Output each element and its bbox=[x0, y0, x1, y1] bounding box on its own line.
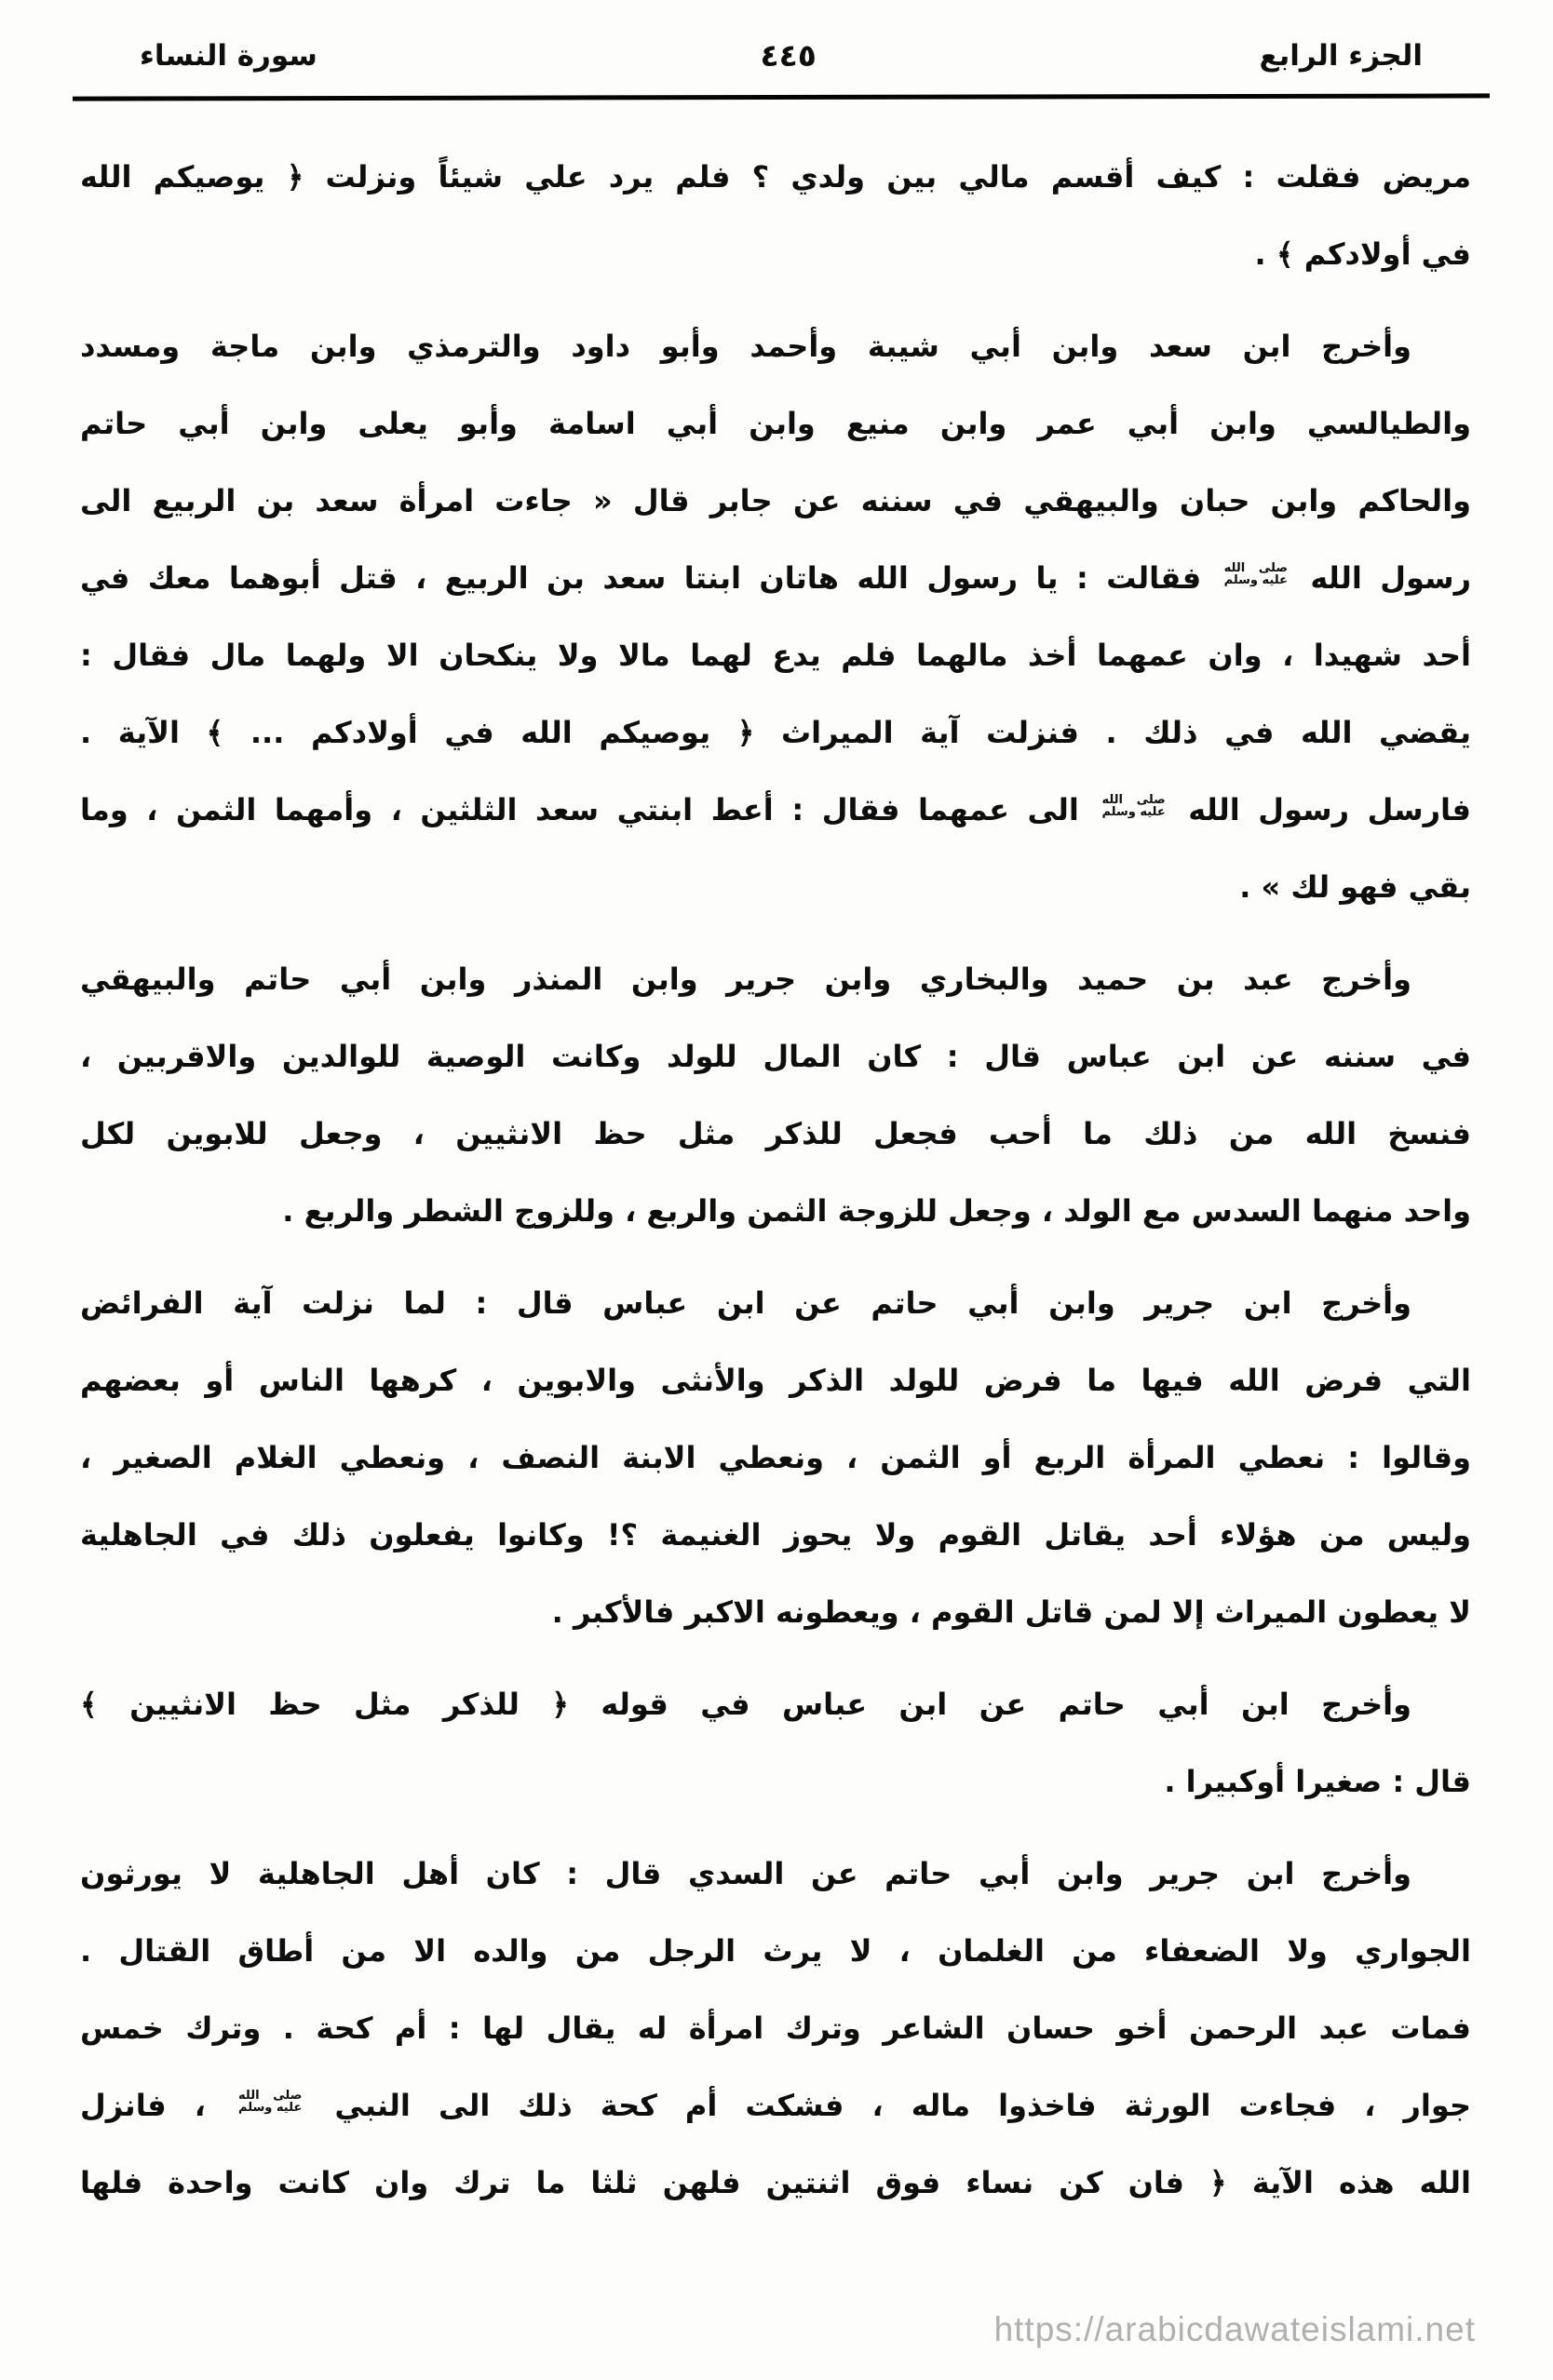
text-line: جوار ، فجاءت الورثة فاخذوا ماله ، فشكت أم كحة ذلك الى النبي صلى الله عليه وسلم ، فانزل bbox=[80, 2087, 1471, 2123]
text-line: يقضي الله في ذلك . فنزلت آية الميراث ﴿ يوصيكم الله في أولادكم ... ﴾ الآية . bbox=[80, 714, 1471, 750]
paragraph bbox=[80, 1835, 1471, 2222]
text-line: رسول الله صلى الله عليه وسلم فقالت : يا رسول الله هاتان ابنتا سعد بن الربيع ، قتل أبوهما معك في bbox=[80, 559, 1471, 596]
text-line: وقالوا : نعطي المرأة الربع أو الثمن ، ونعطي الابنة النصف ، ونعطي الغلام الصغير ، bbox=[80, 1439, 1471, 1475]
text-line: وليس من هؤلاء أحد يقاتل القوم ولا يحوز الغنيمة ؟! وكانوا يفعلون ذلك في الجاهلية bbox=[80, 1516, 1471, 1553]
text-line: في سننه عن ابن عباس قال : كان المال للولد وكانت الوصية للوالدين والاقربين ، bbox=[80, 1038, 1471, 1074]
text-line: والطيالسي وابن أبي عمر وابن منيع وابن أبي اسامة وأبو يعلى وابن أبي حاتم bbox=[80, 405, 1471, 441]
paragraph bbox=[80, 139, 1471, 293]
text-line: الجواري ولا الضعفاء من الغلمان ، لا يرث الرجل من والده الا من أطاق القتال . bbox=[80, 1932, 1471, 1969]
text-line: وأخرج ابن أبي حاتم عن ابن عباس في قوله ﴿ للذكر مثل حظ الانثيين ﴾ bbox=[80, 1686, 1411, 1722]
text-line: أحد شهيدا ، وان عمهما أخذ مالهما فلم يدع لهما مالا ولا ينكحان الا ولهما مال فقال : bbox=[80, 637, 1471, 673]
text-line: التي فرض الله فيها ما فرض للولد الذكر والأنثى والابوين ، كرهها الناس أو بعضهم bbox=[80, 1362, 1471, 1398]
text-line: وأخرج ابن سعد وابن أبي شيبة وأحمد وأبو داود والترمذي وابن ماجة ومسدد bbox=[80, 328, 1411, 364]
text-line: بقي فهو لك » . bbox=[1239, 868, 1471, 905]
saw-honorific-symbol: صلى الله عليه وسلم bbox=[1101, 792, 1166, 819]
paragraph bbox=[80, 1265, 1471, 1651]
text-line: وأخرج ابن جرير وابن أبي حاتم عن السدي قال : كان أهل الجاهلية لا يورثون bbox=[80, 1855, 1411, 1891]
paragraph bbox=[80, 1666, 1471, 1821]
surah-title: سورة النساء bbox=[140, 39, 317, 74]
paragraph bbox=[80, 308, 1471, 926]
saw-honorific-symbol: صلى الله عليه وسلم bbox=[238, 2088, 303, 2115]
text-line: واحد منهما السدس مع الولد ، وجعل للزوجة الثمن والربع ، وللزوج الشطر والربع . bbox=[282, 1192, 1471, 1229]
page-number: ٤٤٥ bbox=[760, 37, 817, 74]
text-line: مريض فقلت : كيف أقسم مالي بين ولدي ؟ فلم يرد علي شيئاً ونزلت ﴿ يوصيكم الله bbox=[80, 158, 1471, 195]
text-line: وأخرج عبد بن حميد والبخاري وابن جرير وابن المنذر وابن أبي حاتم والبيهقي bbox=[80, 961, 1411, 997]
paragraph bbox=[80, 941, 1471, 1250]
text-line: الله هذه الآية ﴿ فان كن نساء فوق اثنتين فلهن ثلثا ما ترك وان كانت واحدة فلها bbox=[80, 2164, 1471, 2200]
text-line: فارسل رسول الله صلى الله عليه وسلم الى عمهما فقال : أعط ابنتي سعد الثلثين ، وأمهما الثمن ، وما bbox=[80, 791, 1471, 827]
text-line: وأخرج ابن جرير وابن أبي حاتم عن ابن عباس قال : لما نزلت آية الفرائض bbox=[80, 1284, 1411, 1321]
text-line: فنسخ الله من ذلك ما أحب فجعل للذكر مثل حظ الانثيين ، وجعل للابوين لكل bbox=[80, 1115, 1471, 1151]
saw-honorific-symbol: صلى الله عليه وسلم bbox=[1223, 560, 1288, 587]
page-header bbox=[0, 0, 1553, 74]
text-line: لا يعطون الميراث إلا لمن قاتل القوم ، ويعطونه الاكبر فالأكبر . bbox=[551, 1593, 1471, 1630]
text-line: قال : صغيرا أوكبيرا . bbox=[1164, 1763, 1471, 1799]
text-line: في أولادكم ﴾ . bbox=[1254, 235, 1471, 272]
juz-label: الجزء الرابع bbox=[1259, 39, 1423, 74]
page-body bbox=[0, 100, 1553, 2222]
text-line: والحاكم وابن حبان والبيهقي في سننه عن جابر قال « جاءت امرأة سعد بن الربيع الى bbox=[80, 482, 1471, 518]
text-line: فمات عبد الرحمن أخو حسان الشاعر وترك امرأة له يقال لها : أم كحة . وترك خمس bbox=[80, 2010, 1471, 2046]
watermark-url: https://arabicdawateislami.net bbox=[993, 2310, 1476, 2348]
